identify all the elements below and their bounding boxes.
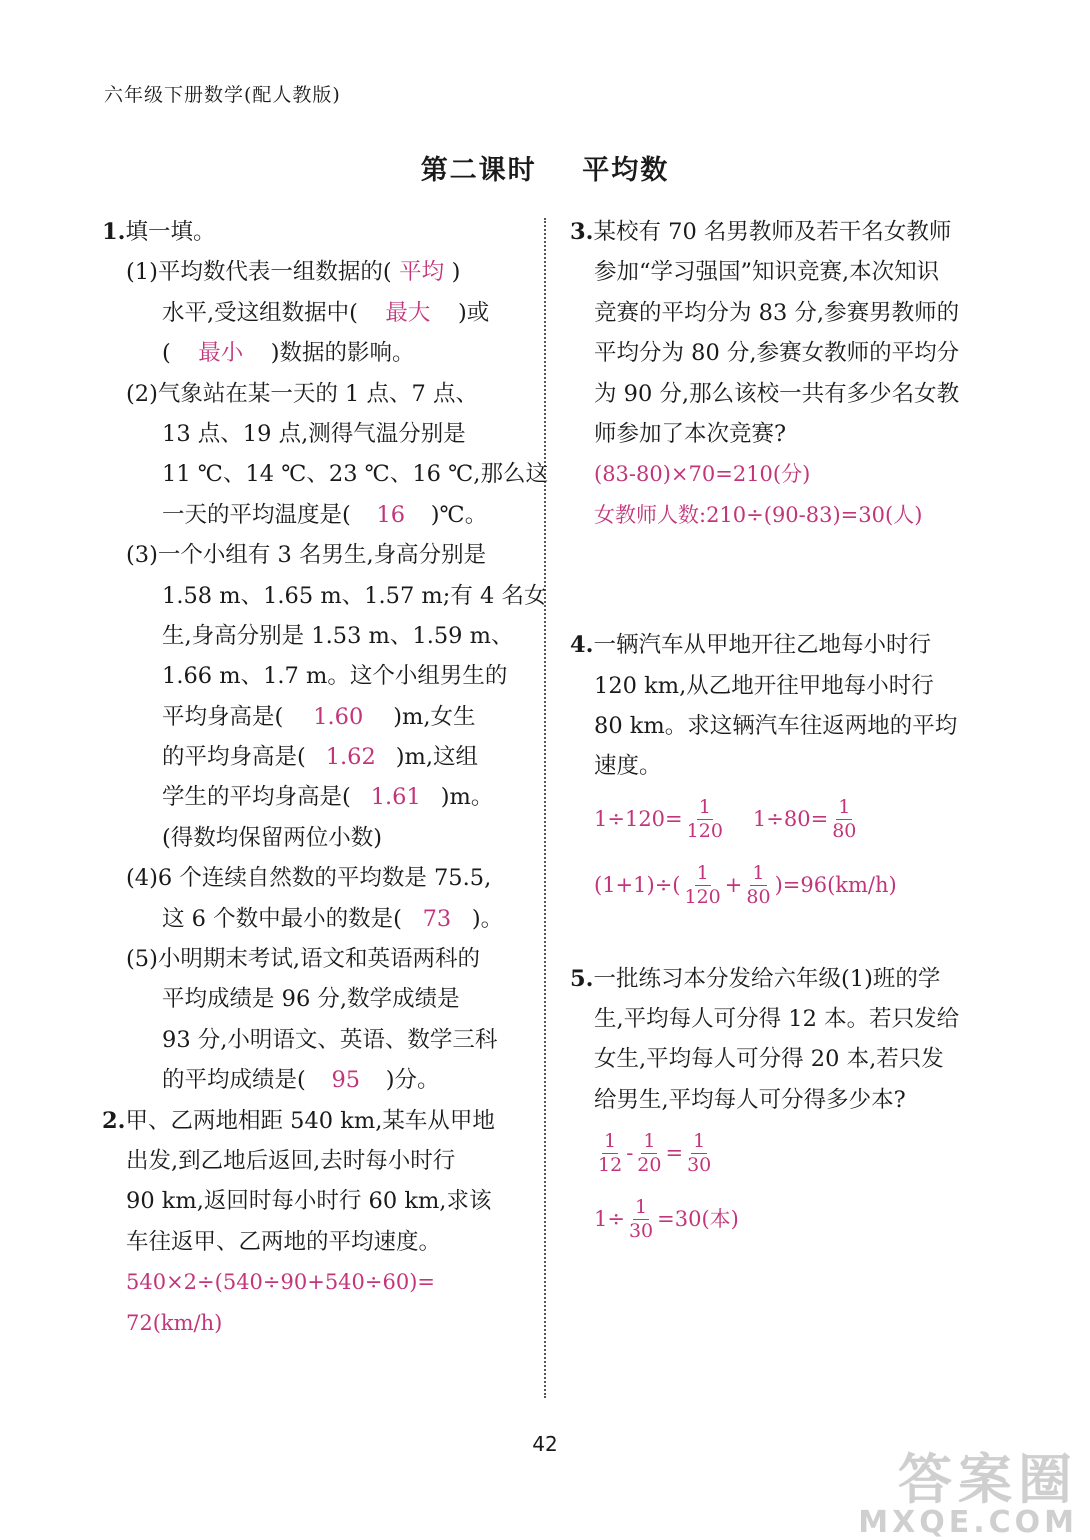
math-text: -	[626, 1141, 634, 1166]
denominator: 12	[598, 1153, 623, 1176]
answer-blank: 1.60	[313, 703, 364, 730]
text: 水平,受这组数据中(	[162, 299, 358, 326]
q1-part3-line3: 生,身高分别是 1.53 m、1.59 m、	[162, 622, 514, 649]
spacer	[570, 919, 990, 959]
numerator: 1	[838, 796, 851, 819]
fraction	[596, 1129, 624, 1176]
math-text: (1+1)÷(	[594, 873, 681, 898]
text: )m。	[440, 784, 494, 811]
book-header: 六年级下册数学(配人教版)	[104, 84, 341, 106]
question-2-answer-line2: 72(km/h)	[126, 1310, 223, 1335]
denominator: 80	[832, 820, 857, 843]
question-4-answer-line2	[570, 853, 990, 919]
numerator: 1	[604, 1129, 617, 1152]
numerator: 1	[643, 1129, 656, 1152]
question-4-answer-line1	[570, 787, 990, 853]
math-text: =30(本)	[657, 1207, 739, 1232]
text: 学生的平均身高是(	[162, 784, 351, 811]
numerator: 1	[693, 1129, 706, 1152]
fraction	[685, 1129, 713, 1176]
question-5-line4: 给男生,平均每人可分得多少本?	[594, 1086, 906, 1113]
text: 的平均成绩是(	[162, 1067, 306, 1094]
question-text: 填一填。	[125, 219, 216, 245]
q1-part4-line2	[102, 899, 522, 939]
question-3-answer-line2: 女教师人数:210÷(90-83)=30(人)	[594, 502, 923, 527]
answer-blank: 最大	[385, 299, 431, 326]
text: )。	[471, 905, 504, 932]
q1-part3-line1: (3)一个小组有 3 名男生,身高分别是	[126, 542, 487, 569]
q1-part5-line1: (5)小明期末考试,语文和英语两科的	[126, 946, 481, 973]
answer-blank: 平均	[399, 259, 445, 286]
question-5-answer-line2	[570, 1186, 990, 1252]
fraction	[744, 864, 772, 907]
text: (	[162, 340, 171, 367]
math-text: 1÷80=	[752, 807, 829, 832]
answer-blank: 95	[331, 1067, 361, 1094]
question-4-line2: 120 km,从乙地开往甲地每小时行	[594, 672, 934, 699]
text: (1)平均数代表一组数据的(	[126, 259, 392, 286]
question-2-line1	[102, 1101, 522, 1141]
watermark-text: 答案圈	[898, 1448, 1078, 1511]
denominator: 30	[628, 1219, 654, 1242]
spacer	[570, 535, 990, 625]
q1-part3-line2: 1.58 m、1.65 m、1.57 m;有 4 名女	[162, 582, 547, 609]
math-text: )=96(km/h)	[774, 873, 897, 898]
question-5-answer-line1	[570, 1120, 990, 1186]
question-3-line1	[570, 212, 990, 252]
text: )或	[457, 299, 490, 326]
question-number: 4.	[570, 632, 594, 659]
text: )m,这组	[395, 744, 479, 771]
watermark-logo	[858, 1448, 1078, 1540]
lesson-title: 第二课时 平均数	[420, 155, 670, 186]
fraction	[627, 1195, 655, 1242]
q1-part5-line3: 93 分,小明语文、英语、数学三科	[162, 1026, 498, 1053]
math-text: 1÷120=	[594, 807, 683, 832]
text: 平均身高是(	[162, 703, 284, 730]
q1-part3-line8: (得数均保留两位小数)	[162, 824, 383, 851]
question-3-line6: 师参加了本次竞赛?	[594, 420, 787, 447]
math-text: +	[724, 873, 743, 898]
fraction	[830, 798, 858, 841]
numerator: 1	[752, 862, 765, 885]
question-3-answer-line1: (83-80)×70=210(分)	[594, 462, 811, 487]
text: )数据的影响。	[270, 340, 415, 367]
question-4-line1	[570, 625, 990, 665]
text: 这 6 个数中最小的数是(	[162, 905, 402, 932]
text: )分。	[385, 1067, 440, 1094]
q1-part2-line3: 11 ℃、14 ℃、23 ℃、16 ℃,那么这	[162, 461, 548, 488]
fraction	[635, 1129, 663, 1176]
question-3-line3: 竞赛的平均分为 83 分,参赛男教师的	[594, 299, 960, 326]
q1-part5-line4	[102, 1060, 522, 1100]
q1-part2-line2: 13 点、19 点,测得气温分别是	[162, 420, 466, 447]
q1-part1-line1	[102, 252, 522, 292]
fraction	[685, 798, 725, 841]
denominator: 80	[746, 886, 771, 909]
denominator: 20	[637, 1153, 662, 1176]
q1-part1-line2	[102, 293, 522, 333]
text: )℃。	[430, 501, 488, 528]
question-3-line4: 平均分为 80 分,参赛女教师的平均分	[594, 340, 960, 367]
answer-blank: 73	[422, 905, 452, 932]
text: )m,女生	[393, 703, 476, 730]
question-number: 5.	[570, 965, 594, 992]
answer-blank: 1.62	[325, 744, 376, 771]
numerator: 1	[696, 862, 709, 885]
numerator: 1	[635, 1195, 648, 1218]
question-number: 3.	[570, 219, 594, 245]
page-number: 42	[532, 1432, 558, 1456]
question-text: 一辆汽车从甲地开往乙地每小时行	[593, 632, 932, 659]
answer-blank: 16	[376, 501, 406, 528]
question-number: 2.	[102, 1107, 126, 1134]
question-5-line1	[570, 959, 990, 999]
question-2-line3: 90 km,返回时每小时行 60 km,求该	[126, 1188, 492, 1215]
text: 一天的平均温度是(	[162, 501, 351, 528]
right-column	[570, 212, 990, 1252]
question-2-answer-line1: 540×2÷(540÷90+540÷60)=	[126, 1270, 436, 1295]
q1-part3-line5	[102, 697, 522, 737]
question-3-line5: 为 90 分,那么该校一共有多少名女教	[594, 380, 960, 407]
fraction	[683, 864, 723, 907]
question-2-line4: 车往返甲、乙两地的平均速度。	[126, 1228, 442, 1255]
question-2-line2: 出发,到乙地后返回,去时每小时行	[126, 1147, 456, 1174]
question-5-line3: 女生,平均每人可分得 20 本,若只发	[594, 1046, 944, 1073]
denominator: 120	[684, 886, 721, 909]
numerator: 1	[698, 796, 711, 819]
question-4-line4: 速度。	[594, 753, 662, 780]
q1-part2-line4	[102, 495, 522, 535]
q1-part5-line2: 平均成绩是 96 分,数学成绩是	[162, 986, 460, 1013]
answer-blank: 最小	[198, 340, 244, 367]
q1-part2-line1: (2)气象站在某一天的 1 点、7 点、	[126, 380, 478, 407]
text: )	[451, 259, 461, 286]
question-number: 1.	[102, 219, 126, 245]
question-3-line2: 参加“学习强国”知识竞赛,本次知识	[594, 259, 940, 286]
q1-part1-line3	[102, 333, 522, 373]
math-text: =	[665, 1141, 684, 1166]
left-column	[102, 212, 548, 1343]
column-divider	[544, 218, 546, 1398]
question-text: 一批练习本分发给六年级(1)班的学	[593, 965, 941, 992]
question-4-line3: 80 km。求这辆汽车往返两地的平均	[594, 712, 958, 739]
question-5-line2: 生,平均每人可分得 12 本。若只发给	[594, 1006, 960, 1033]
question-text: 某校有 70 名男教师及若干名女教师	[593, 219, 952, 245]
q1-part4-line1: (4)6 个连续自然数的平均数是 75.5,	[126, 865, 492, 892]
answer-blank: 1.61	[370, 784, 421, 811]
q1-part3-line4: 1.66 m、1.7 m。这个小组男生的	[162, 663, 508, 690]
question-text: 甲、乙两地相距 540 km,某车从甲地	[125, 1107, 495, 1134]
denominator: 30	[687, 1153, 712, 1176]
question-1-heading	[102, 212, 522, 252]
watermark-url: MXQE.COM	[858, 1505, 1078, 1540]
denominator: 120	[686, 820, 723, 843]
math-text: 1÷	[594, 1207, 625, 1232]
q1-part3-line6	[102, 737, 522, 777]
q1-part3-line7	[102, 777, 522, 817]
text: 的平均身高是(	[162, 744, 306, 771]
